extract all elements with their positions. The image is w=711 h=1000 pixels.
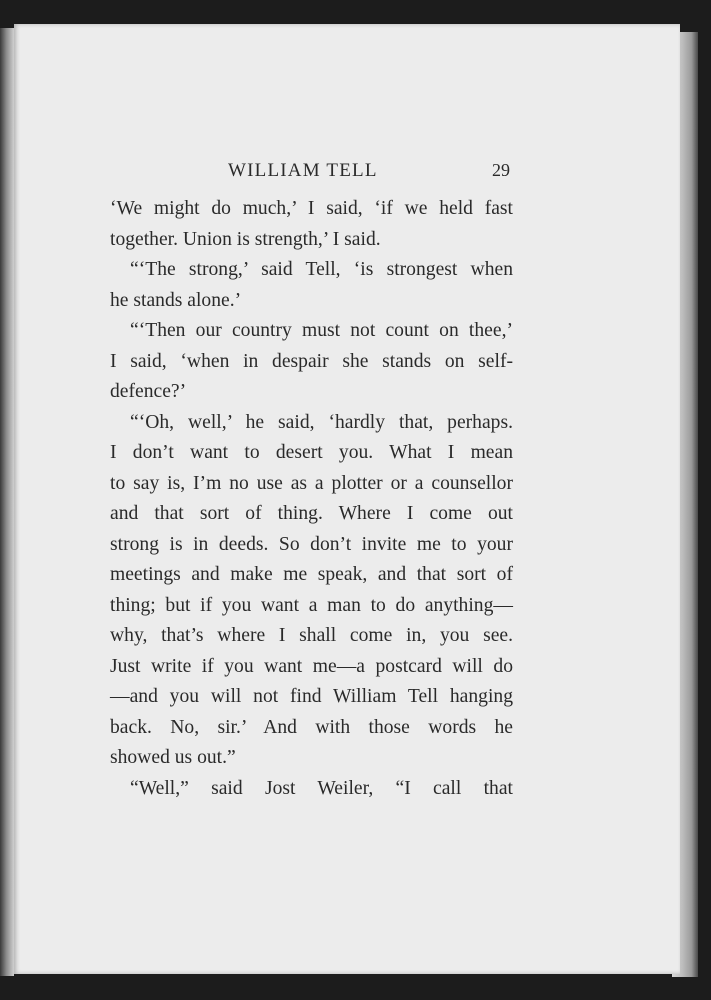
- text-line: why, that’s where I shall come in, you see.: [110, 625, 513, 646]
- text-line: he stands alone.’: [110, 289, 242, 311]
- text-line: “‘Then our country must not count on thee,’: [130, 320, 513, 341]
- text-line: strong is in deeds. So don’t invite me to your: [110, 533, 513, 555]
- text-line: thing; but if you want a man to do anything—: [110, 594, 513, 616]
- body-text: [110, 194, 513, 804]
- text-line: back. No, sir.’ And with those words he: [110, 716, 513, 738]
- text-line: showed us out.”: [110, 747, 236, 768]
- text-line: Just write if you want me—a postcard will do: [110, 655, 513, 677]
- text-line: I said, ‘when in despair she stands on self-: [110, 350, 513, 372]
- text-line: “Well,” said Jost Weiler, “I call that: [130, 777, 513, 799]
- book-page: [14, 24, 680, 974]
- page-number: 29: [492, 160, 510, 180]
- running-title: WILLIAM TELL: [228, 160, 378, 181]
- text-line: defence?’: [110, 381, 187, 402]
- text-line: ‘We might do much,’ I said, ‘if we held fast: [110, 198, 513, 219]
- text-line: “‘The strong,’ said Tell, ‘is strongest when: [130, 259, 513, 280]
- book-left-edge: [0, 28, 14, 976]
- text-line: to say is, I’m no use as a plotter or a counsellor: [110, 472, 513, 494]
- text-line: meetings and make me speak, and that sort of: [110, 564, 513, 585]
- text-line: “‘Oh, well,’ he said, ‘hardly that, perhaps.: [130, 411, 513, 433]
- text-line: and that sort of thing. Where I come out: [110, 503, 513, 524]
- running-header: [14, 160, 680, 184]
- text-line: I don’t want to desert you. What I mean: [110, 442, 513, 463]
- text-line: —and you will not find William Tell hanging: [110, 686, 513, 707]
- text-line: together. Union is strength,’ I said.: [110, 228, 381, 250]
